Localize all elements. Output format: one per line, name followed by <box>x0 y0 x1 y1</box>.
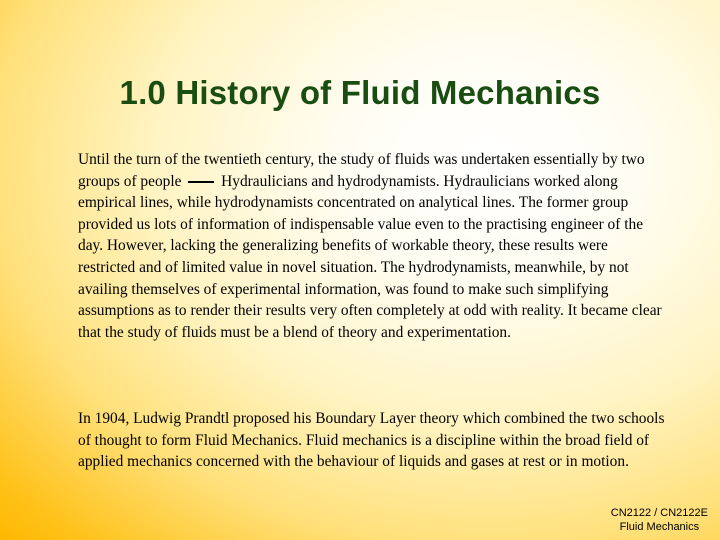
course-code: CN2122 / CN2122E <box>610 507 708 519</box>
paragraph-history <box>78 149 668 343</box>
paragraph-prandtl: In 1904, Ludwig Prandtl proposed his Boundary Layer theory which combined the two schools of thought to form Fluid Mechanics. Fluid mechanics is a discipline within the broad field of applied mechanics concerned with the behaviour of liquids and gases at rest or in motion. <box>78 410 665 471</box>
paragraph-history-part1: Until the turn of the twentieth century, the study of fluids was undertaken essentially by two groups of people <box>78 151 645 190</box>
slide-title: 1.0 History of Fluid Mechanics <box>119 74 601 111</box>
course-footer <box>611 506 708 534</box>
em-dash-divider <box>188 181 214 183</box>
paragraph-history-part2: Hydraulicians and hydrodynamists. Hydraulicians worked along empirical lines, while hydrodynamists concentrated on analytical lines. The former group provided us lots of information of indispensable value even to the practising engineer of the day. However, lacking the generalizing benefits of workable theory, these results were restricted and of limited value in novel situation. The hydrodynamists, meanwhile, by not availing themselves of experimental information, was found to make such simplifying assumptions as to render their results very often completely at odd with reality. It became clear that the study of fluids must be a blend of theory and experimentation. <box>78 172 662 341</box>
course-name: Fluid Mechanics <box>619 521 700 533</box>
